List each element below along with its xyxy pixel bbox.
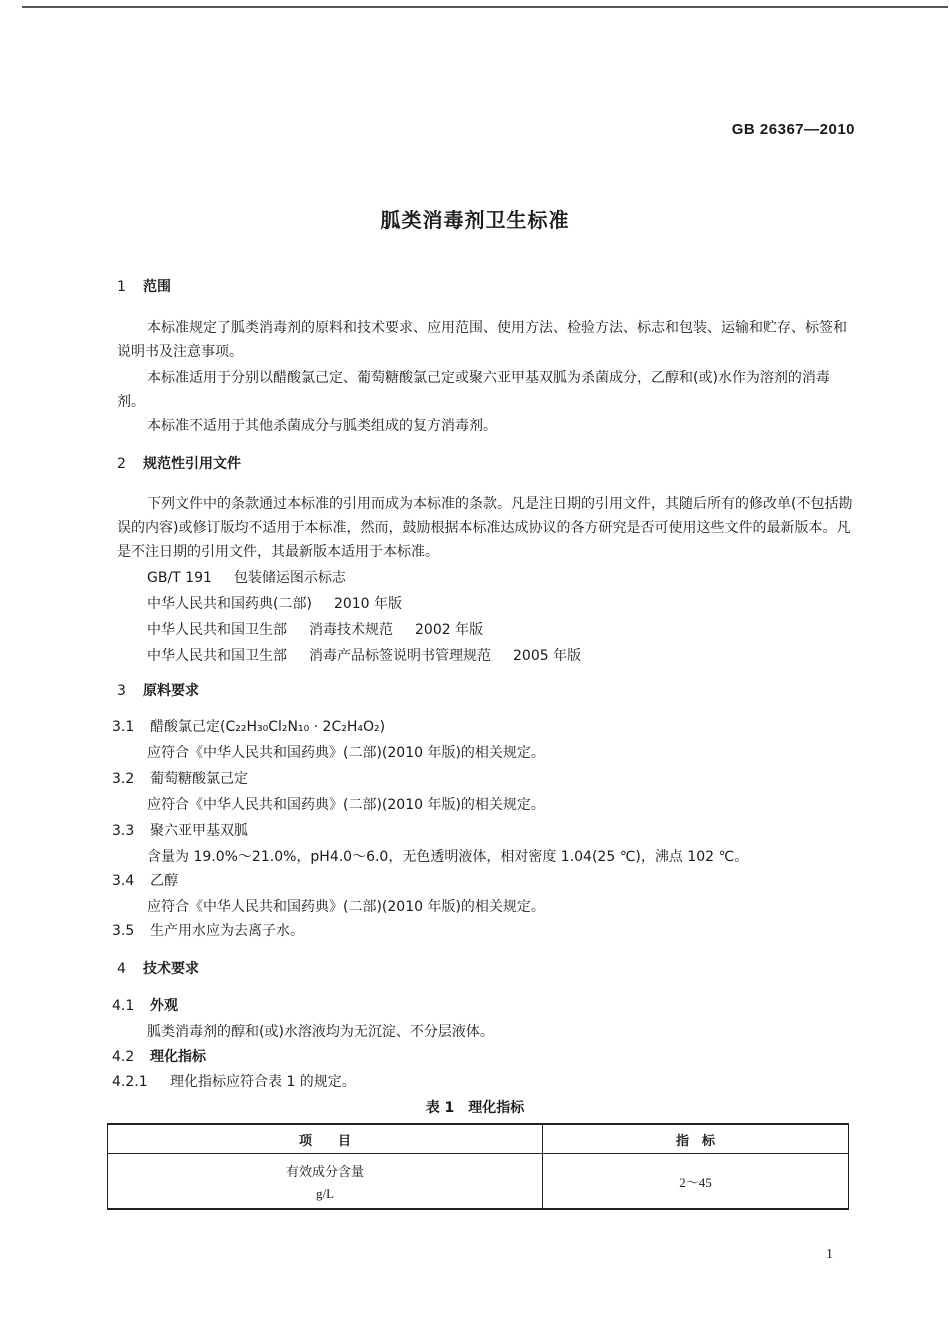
reference-edition: 2005 年版 [513, 648, 582, 664]
clause-number: 3.4 [112, 873, 135, 889]
document-title: 胍类消毒剂卫生标准 [380, 208, 570, 232]
reference-item [147, 645, 581, 665]
clause-text: 应符合《中华人民共和国药典》(二部)(2010 年版)的相关规定。 [147, 899, 545, 915]
section-number: 1 [117, 279, 126, 295]
clause-3-1 [112, 716, 385, 736]
table-cell-value: 2～45 [543, 1154, 849, 1210]
top-border-line [22, 6, 948, 8]
reference-title: 包装储运图示标志 [233, 570, 346, 586]
reference-item [147, 567, 346, 587]
section-title: 规范性引用文件 [143, 456, 241, 472]
clause-label: 聚六亚甲基双胍 [150, 823, 248, 839]
reference-item [147, 619, 483, 639]
paragraph: 本标准适用于分别以醋酸氯己定、葡萄糖酸氯己定或聚六亚甲基双胍为杀菌成分，乙醇和(或)水作为溶剂的消毒剂。 [117, 370, 830, 410]
section-number: 2 [117, 456, 126, 472]
section-title: 原料要求 [143, 683, 199, 699]
clause-4-1 [112, 995, 178, 1015]
reference-id: GB/T 191 [147, 570, 212, 586]
clause-3-2 [112, 768, 248, 788]
clause-text: 胍类消毒剂的醇和(或)水溶液均为无沉淀、不分层液体。 [147, 1024, 494, 1040]
clause-number: 4.1 [112, 998, 135, 1014]
paragraph: 本标准规定了胍类消毒剂的原料和技术要求、应用范围、使用方法、检验方法、标志和包装、运输和贮存、标签和说明书及注意事项。 [117, 320, 847, 360]
section-title: 技术要求 [143, 961, 199, 977]
clause-number: 4.2 [112, 1049, 135, 1065]
table-header-item: 项 目 [108, 1124, 543, 1154]
chemical-formula: (C₂₂H₃₀Cl₂N₁₀ · 2C₂H₄O₂) [220, 719, 386, 735]
clause-label: 乙醇 [150, 873, 178, 889]
clause-text: 应符合《中华人民共和国药典》(二部)(2010 年版)的相关规定。 [147, 797, 545, 813]
clause-label: 葡萄糖酸氯己定 [150, 771, 248, 787]
table-cell-item [108, 1154, 543, 1210]
clause-label: 理化指标应符合表 1 的规定。 [170, 1074, 356, 1090]
clause-3-4 [112, 870, 178, 890]
section-1-heading [117, 276, 171, 296]
table-caption: 表 1 理化指标 [425, 1100, 525, 1116]
reference-item [147, 593, 402, 613]
clause-4-2-1 [112, 1071, 356, 1091]
clause-number: 3.5 [112, 923, 135, 939]
clause-4-2 [112, 1046, 206, 1066]
standard-number: GB 26367—2010 [731, 121, 855, 138]
clause-3-5 [112, 920, 304, 940]
clause-label: 醋酸氯己定 [150, 719, 220, 735]
section-number: 3 [117, 683, 126, 699]
reference-edition: 2002 年版 [415, 622, 484, 638]
reference-id: 中华人民共和国卫生部 [147, 622, 287, 638]
clause-label: 生产用水应为去离子水。 [150, 923, 304, 939]
item-name: 有效成分含量 [285, 1164, 364, 1180]
clause-text: 应符合《中华人民共和国药典》(二部)(2010 年版)的相关规定。 [147, 745, 545, 761]
reference-id: 中华人民共和国卫生部 [147, 648, 287, 664]
data-table [107, 1123, 849, 1210]
page-number: 1 [826, 1247, 833, 1262]
item-unit: g/L [315, 1185, 335, 1201]
clause-number: 3.3 [112, 823, 135, 839]
reference-title: 消毒产品标签说明书管理规范 [309, 648, 491, 664]
clause-number: 4.2.1 [112, 1074, 148, 1090]
clause-label: 理化指标 [150, 1049, 206, 1065]
paragraph: 下列文件中的条款通过本标准的引用而成为本标准的条款。凡是注日期的引用文件，其随后所有的修改单(不包括勘误的内容)或修订版均不适用于本标准，然而，鼓励根据本标准达成协议的各方研究是否可使用这些文件的最新版本。凡是不注日期的引用文件，其最新版本适用于本标准。 [117, 496, 853, 560]
reference-id: 中华人民共和国药典(二部) [147, 596, 312, 612]
table-row [108, 1154, 849, 1210]
reference-title: 2010 年版 [333, 596, 403, 612]
clause-number: 3.2 [112, 771, 135, 787]
table-header-value: 指 标 [543, 1124, 849, 1154]
section-number: 4 [117, 961, 126, 977]
section-2-heading [117, 453, 241, 473]
clause-label: 外观 [150, 998, 178, 1014]
section-4-heading [117, 958, 199, 978]
table-header-row [108, 1124, 849, 1154]
clause-3-3 [112, 820, 248, 840]
reference-title: 消毒技术规范 [309, 622, 393, 638]
clause-text: 含量为 19.0%～21.0%，pH4.0～6.0，无色透明液体，相对密度 1.04(25 ℃)，沸点 102 ℃。 [147, 849, 749, 865]
clause-number: 3.1 [112, 719, 135, 735]
paragraph: 本标准不适用于其他杀菌成分与胍类组成的复方消毒剂。 [147, 418, 497, 434]
section-3-heading [117, 680, 199, 700]
section-title: 范围 [143, 279, 171, 295]
